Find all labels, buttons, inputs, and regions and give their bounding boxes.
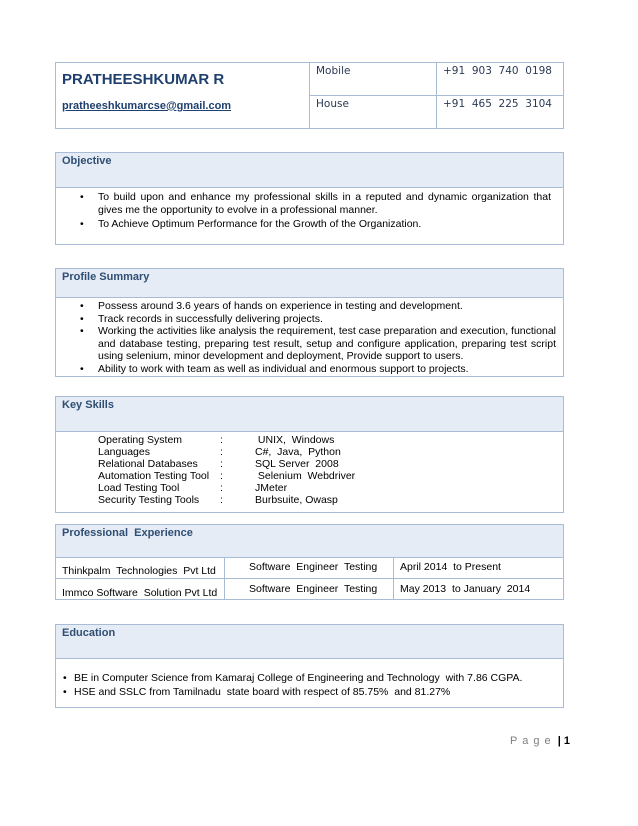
skill-value: Burbsuite, Owasp bbox=[255, 494, 338, 506]
skills-table bbox=[98, 434, 355, 506]
list-item: • To build upon and enhance my professional skills in a reputed and dynamic organization that gives me the opportunity to evolve in a professional manner. bbox=[56, 191, 551, 216]
skill-sep: : bbox=[220, 434, 223, 446]
header-name-cell bbox=[55, 62, 310, 129]
skill-name: Relational Databases bbox=[98, 458, 198, 470]
list-item: • BE in Computer Science from Kamaraj College of Engineering and Technology with 7.86 CGPA. bbox=[56, 671, 563, 685]
page-number: 1 bbox=[563, 735, 570, 747]
skill-value: JMeter bbox=[255, 482, 288, 494]
skill-name: Security Testing Tools bbox=[98, 494, 200, 506]
table-row bbox=[98, 482, 355, 494]
experience-company-cell bbox=[55, 578, 225, 600]
education-list bbox=[56, 671, 563, 699]
education-header bbox=[55, 624, 564, 659]
page-footer bbox=[470, 735, 570, 747]
skill-sep: : bbox=[220, 482, 223, 494]
experience-period-cell bbox=[393, 557, 564, 579]
experience-company-cell bbox=[55, 557, 225, 579]
table-row bbox=[98, 446, 355, 458]
contact-house-value-cell bbox=[436, 95, 564, 129]
experience-role-cell bbox=[224, 557, 394, 579]
period: May 2013 to January 2014 bbox=[400, 583, 531, 595]
role-title: Software Engineer Testing bbox=[249, 583, 378, 595]
experience-header bbox=[55, 524, 564, 558]
table-row bbox=[98, 470, 355, 482]
skill-value: Selenium Webdriver bbox=[255, 470, 356, 482]
skill-value: SQL Server 2008 bbox=[255, 458, 339, 470]
objective-list bbox=[56, 191, 551, 231]
list-item: • Possess around 3.6 years of hands on experience in testing and development. bbox=[56, 300, 556, 313]
list-item: • Working the activities like analysis the requirement, test case preparation and execution, functional and database testing, preparing test result, setup and configure application, preparing test script using selenium, minor development and deployment, Provide support to users. bbox=[56, 325, 556, 363]
period: April 2014 to Present bbox=[400, 561, 501, 573]
page-label: P a g e bbox=[510, 735, 552, 747]
list-item: • To Achieve Optimum Performance for the Growth of the Organization. bbox=[56, 218, 551, 231]
skill-sep: : bbox=[220, 446, 223, 458]
experience-period-cell bbox=[393, 578, 564, 600]
list-item: • Track records in successfully delivering projects. bbox=[56, 313, 556, 326]
skill-sep: : bbox=[220, 494, 223, 506]
email-link[interactable]: pratheeshkumarcse@gmail.com bbox=[62, 100, 232, 112]
company-name: Immco Software Solution Pvt Ltd bbox=[62, 587, 218, 599]
mobile-label: Mobile bbox=[316, 65, 351, 77]
experience-role-cell bbox=[224, 578, 394, 600]
house-label: House bbox=[316, 98, 349, 110]
education-body bbox=[55, 658, 564, 708]
objective-title: Objective bbox=[62, 155, 112, 167]
list-item: • HSE and SSLC from Tamilnadu state board with respect of 85.75% and 81.27% bbox=[56, 685, 563, 699]
profile-list bbox=[56, 300, 556, 376]
education-title: Education bbox=[62, 627, 116, 639]
experience-title: Professional Experience bbox=[62, 527, 193, 539]
skill-sep: : bbox=[220, 470, 223, 482]
skills-title: Key Skills bbox=[62, 399, 114, 411]
skill-name: Automation Testing Tool bbox=[98, 470, 210, 482]
role-title: Software Engineer Testing bbox=[249, 561, 378, 573]
table-row bbox=[98, 458, 355, 470]
skill-value: UNIX, Windows bbox=[255, 434, 335, 446]
contact-mobile-value-cell bbox=[436, 62, 564, 96]
contact-house-label-cell bbox=[309, 95, 437, 129]
table-row bbox=[98, 494, 355, 506]
page-separator: | bbox=[557, 735, 561, 747]
profile-title: Profile Summary bbox=[62, 271, 150, 283]
company-name: Thinkpalm Technologies Pvt Ltd bbox=[62, 565, 216, 577]
skills-header bbox=[55, 396, 564, 432]
skill-sep: : bbox=[220, 458, 223, 470]
skill-name: Languages bbox=[98, 446, 150, 458]
objective-header bbox=[55, 152, 564, 188]
skill-name: Operating System bbox=[98, 434, 183, 446]
objective-body bbox=[55, 187, 564, 245]
mobile-number: +91 903 740 0198 bbox=[443, 65, 552, 77]
profile-body bbox=[55, 297, 564, 377]
house-number: +91 465 225 3104 bbox=[443, 98, 552, 110]
skill-name: Load Testing Tool bbox=[98, 482, 180, 494]
list-item: • Ability to work with team as well as individual and enormous support to projects. bbox=[56, 363, 556, 376]
skill-value: C#, Java, Python bbox=[255, 446, 341, 458]
table-row bbox=[98, 434, 355, 446]
skills-body bbox=[55, 431, 564, 513]
candidate-name: PRATHEESHKUMAR R bbox=[62, 71, 225, 88]
contact-mobile-label-cell bbox=[309, 62, 437, 96]
profile-header bbox=[55, 268, 564, 298]
